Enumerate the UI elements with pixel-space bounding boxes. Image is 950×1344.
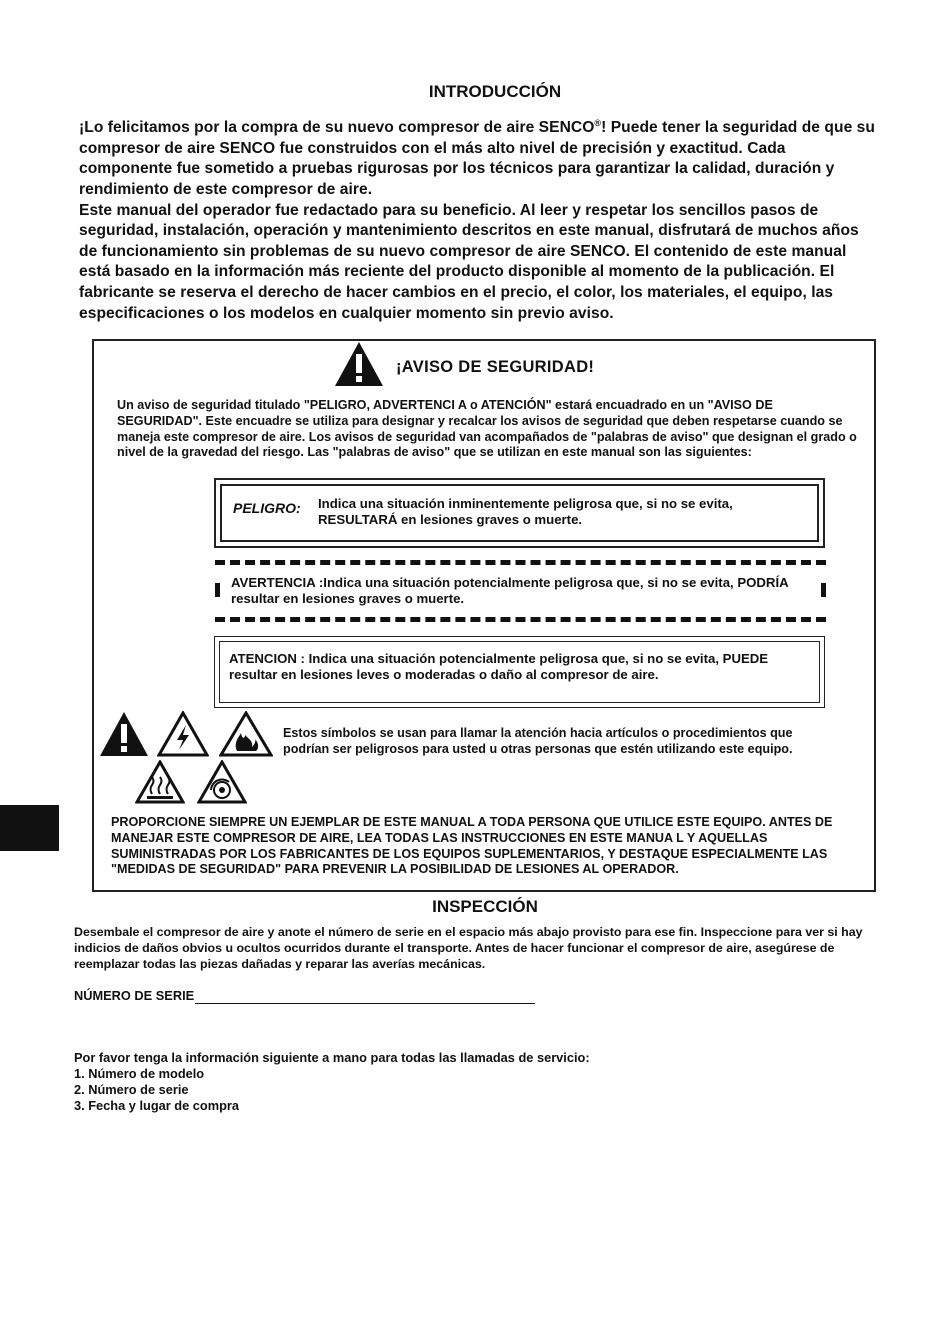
safety-footer: PROPORCIONE SIEMPRE UN EJEMPLAR DE ESTE MANUAL A TODA PERSONA QUE UTILICE ESTE EQUIPO. ANTES DE MANEJAR ESTE COMPRESOR DE AIRE, LEA TODAS LAS INSTRUCCIONES EN ESTE MANUA L Y AQUELLAS SUMINISTRADAS POR LOS FABRICANTES DE LOS EQUIPOS SUPLEMENTARIOS, Y DESTAQUE ESPECIALMENTE LAS "MEDIDAS DE SEGURIDAD" PARA PREVENIR LA POSIBILIDAD DE LESIONES AL OPERADOR. [111, 815, 833, 877]
safety-description: Un aviso de seguridad titulado "PELIGRO, ADVERTENCI A o ATENCIÓN" estará encuadrado en un "AVISO DE SEGURIDAD". Este encuadre se utiliza para designar y recalcar los avisos de seguridad que deben respetarse cuando se maneja este compresor de aire. Los avisos de seguridad van acompañados de "palabras de aviso" que designan el grado o nivel de la gravedad del riesgo. Las "palabras de aviso" que se utilizan en este manual son las siguientes: [117, 398, 857, 460]
intro-body [79, 113, 879, 324]
rotating-parts-icon [197, 760, 247, 804]
peligro-text: Indica una situación inminentemente peligrosa que, si no se evita, RESULTARÁ en lesiones graves o muerte. [318, 496, 733, 527]
electric-shock-icon [157, 711, 209, 757]
service-item-purchase: 3. Fecha y lugar de compra [74, 1098, 239, 1113]
hot-surface-icon [135, 760, 185, 804]
inspection-title: INSPECCIÓN [432, 897, 538, 916]
service-intro: Por favor tenga la información siguiente a mano para todas las llamadas de servicio: [74, 1050, 590, 1065]
intro-paragraph-2: Este manual del operador fue redactado para su beneficio. Al leer y respetar los sencillos pasos de seguridad, instalación, operación y mantenimiento descritos en este manual, disfrutará de muchos años de funcionamiento sin problemas de su nuevo compresor de aire SENCO. El contenido de este manual está basado en la información más reciente del producto disponible al momento de la publicación. El fabricante se reserva el derecho de hacer cambios en el precio, el color, los materiales, el equipo, las especificaciones o los modelos en cualquier momento sin previo aviso. [79, 201, 859, 322]
section-tab [0, 805, 59, 851]
serial-number-field[interactable] [195, 991, 535, 1004]
fire-icon [219, 711, 273, 757]
intro-title: INTRODUCCIÓN [428, 82, 562, 101]
warning-icon [99, 711, 149, 757]
warning-icon [334, 341, 384, 387]
inspection-text: Desembale el compresor de aire y anote el número de serie en el espacio más abajo provisto para ese fin. Inspeccione para ver si hay indicios de daños obvios u ocultos ocurridos durante el transporte. Antes de hacer funcionar el compresor de aire, asegúrese de reemplazar todas las piezas dañadas y reparar las averías mecánicas. [74, 925, 863, 971]
symbols-description: Estos símbolos se usan para llamar la atención hacia artículos o procedimientos que podrían ser peligrosos para usted u otras personas que estén utilizando este equipo. [283, 726, 793, 756]
advertencia-text: AVERTENCIA :Indica una situación potencialmente peligrosa que, si no se evita, PODRÍA resultar en lesiones graves o muerte. [231, 575, 789, 606]
intro-p1-start: ¡Lo felicitamos por la compra de su nuevo compresor de aire SENCO [79, 119, 595, 137]
service-item-serial: 2. Número de serie [74, 1082, 189, 1097]
atencion-text: ATENCION : Indica una situación potencialmente peligrosa que, si no se evita, PUEDE resultar en lesiones leves o moderadas o daño al compresor de aire. [229, 651, 769, 682]
registered-mark: ® [594, 118, 602, 128]
serial-number-label: NÚMERO DE SERIE [74, 988, 195, 1003]
safety-title: ¡AVISO DE SEGURIDAD! [396, 358, 595, 376]
peligro-label: PELIGRO: [233, 500, 301, 516]
serial-number-row [74, 988, 535, 1004]
intro-paragraph-1 [79, 113, 879, 201]
intro-p1-end: ! Puede tener la seguridad de que su compresor de aire SENCO fue construidos con el más alto nivel de precisión y exactitud. Cada componente fue sometido a pruebas rigurosas por los técnicos para garantizar la calidad, duración y rendimiento de este compresor de aire. [79, 119, 875, 198]
service-item-model: 1. Número de modelo [74, 1066, 205, 1081]
